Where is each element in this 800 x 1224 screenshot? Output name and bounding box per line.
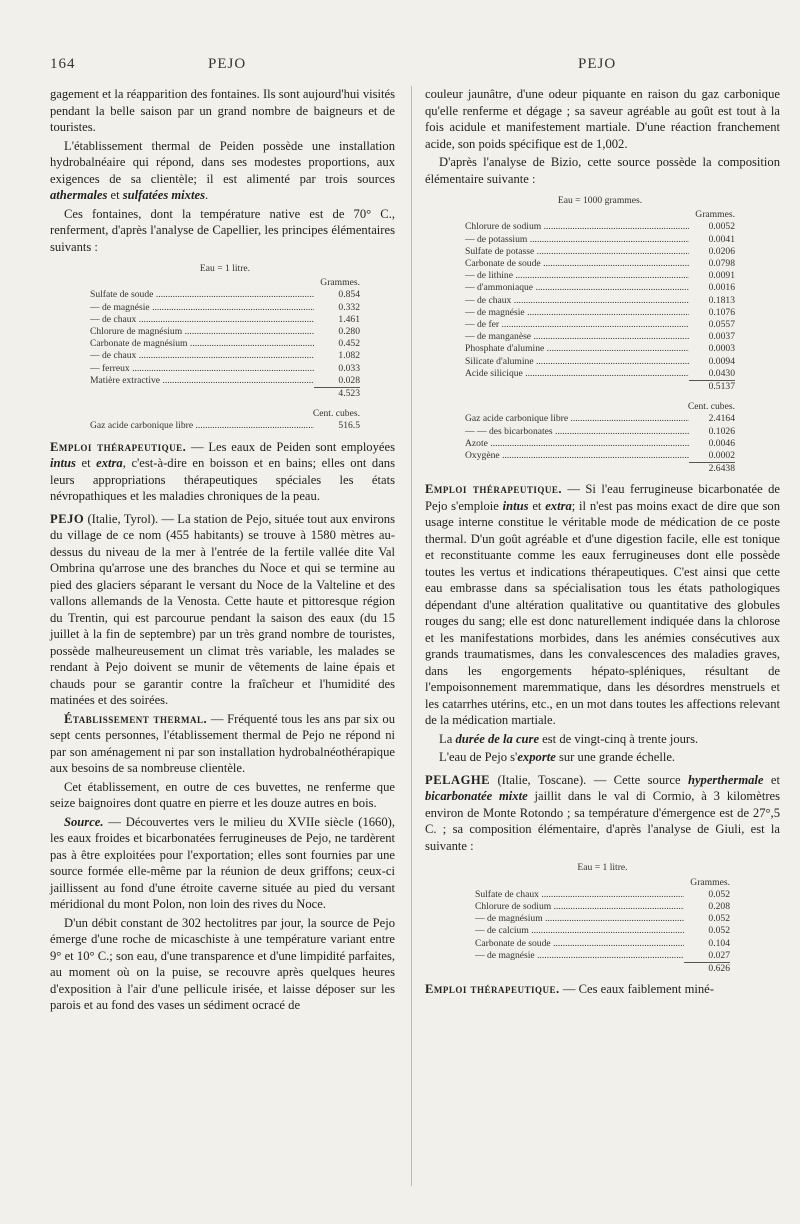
- column-divider: [411, 86, 412, 1186]
- table-cell-value: 0.0557: [708, 319, 735, 331]
- table-row: [465, 258, 735, 270]
- table-cell-value: 0.052: [708, 888, 730, 900]
- table-cell-value: 0.0016: [708, 282, 735, 294]
- table-row: [90, 302, 360, 314]
- table-row: [465, 426, 735, 438]
- paragraph: PEJO (Italie, Tyrol). — La station de Pejo, située tout aux environs du village de ce nom (455 habitants) se trouve à 1580 mètres au-dessus du niveau de la mer à l'entrée de la fertile vallée dite Val Ombrina qu'arrose une des branches du Noce et qui se termine au pied des glaciers séparant le versant du Noce de la Valteline et des vallons allemands de la Venosta. Cette haute et pittoresque région du Trentin, qui est parcourue pendant la saison des eaux (du 15 juillet à la fin de septembre) par un très grand nombre de touristes, possède malheureusement un climat très variable, les malades se rendant à Pejo doivent se munir de vêtements de laine épais et chauds pour se garantir contre la fraîcheur et l'humidité des matinées et des soirées.: [50, 511, 395, 708]
- table-total: 4.523: [90, 387, 360, 400]
- table-row: [465, 295, 735, 307]
- table-row: [90, 350, 360, 362]
- section-label: Établissement thermal.: [64, 711, 208, 726]
- table-caption: Eau = 1 litre.: [199, 263, 251, 274]
- table-cell-value: 0.052: [708, 925, 730, 937]
- table-cell-value: 0.280: [338, 326, 360, 338]
- section-label: Source.: [64, 814, 104, 829]
- table-row: [465, 270, 735, 282]
- table-unit: Grammes.: [695, 209, 735, 221]
- table-caption: Eau = 1000 grammes.: [557, 195, 643, 206]
- paragraph: D'après l'analyse de Bizio, cette source possède la composition élémentaire suivante :: [425, 155, 780, 186]
- table-cell-value: 0.854: [338, 289, 360, 301]
- paragraph: Emploi thérapeutique. — Si l'eau ferrugineuse bicarbonatée de Pejo s'emploie intus et extra; il n'est pas moins exact de dire que son usage interne constitue le véritable mode de médication de ce poste thermal. D'un goût agréable et d'une digestion facile, elle est tonique et reconstituante comme les eaux ferrugineuses dont elle possède toutes les vertus et indications thérapeutiques. C'est ainsi que cette eau embrasse dans sa spécialisation tous les états pathologiques dépendant d'une altération qualitative ou quantitative des globules rouges du sang; elle est donc naturellement indiquée dans la chlorose et les manifestations morbides, dans les anémies consécutives aux grands traumatismes, dans les convalescences des maladies graves, dans les engorgements hépato-spléniques, résultant de l'empoisonnement maremmatique, dans les désordres menstruels et les catarrhes utérins, etc., en un mot dans toutes les affections relevant de la médication martiale.: [425, 482, 780, 728]
- table-row: [475, 950, 730, 962]
- table-cell-value: 0.028: [338, 374, 360, 386]
- table-cell-name: Carbonate de soude .....: [475, 938, 684, 950]
- table-cell-value: 0.104: [708, 937, 730, 949]
- table-cell-name: — de magnésie .....: [465, 307, 689, 319]
- table-cell-name: Azote .....: [465, 438, 689, 450]
- table-row: [465, 221, 735, 233]
- paragraph: La durée de la cure est de vingt-cinq à trente jours.: [439, 731, 699, 746]
- table-cell-value: 0.052: [708, 913, 730, 925]
- table-cell-name: — de magnésie .....: [90, 302, 314, 314]
- table-cell-value: 2.4164: [708, 413, 735, 425]
- left-column: [50, 86, 395, 1016]
- table-cell-name: Chlorure de sodium .....: [465, 221, 689, 233]
- paragraph: Cet établissement, en outre de ces buvettes, ne renferme que seize baignoires dont quatre en pierre et les douze autres en bois.: [50, 779, 395, 811]
- table-row: [90, 314, 360, 326]
- table-cell-name: Sulfate de soude .....: [90, 289, 314, 301]
- table-cell-value: 1.461: [338, 313, 360, 325]
- table-row: [90, 326, 360, 338]
- paragraph: L'établissement thermal de Peiden possède une installation hydrobalnéaire qui répond, dans ses modestes proportions, aux exigences de sa clientèle; il est alimenté par trois sources athermales et sulfatées mixtes.: [50, 138, 395, 202]
- table-unit: Grammes.: [690, 876, 730, 888]
- table-cell-value: 0.033: [338, 362, 360, 374]
- table-cell-value: 0.452: [338, 338, 360, 350]
- table-cell-name: — de chaux .....: [465, 295, 689, 307]
- section-label: Emploi thérapeutique.: [50, 439, 187, 454]
- section-label: Emploi thérapeutique.: [425, 482, 562, 497]
- table-cell-name: Phosphate d'alumine .....: [465, 343, 689, 355]
- table-cell-value: 0.0206: [708, 245, 735, 257]
- table-row: [465, 343, 735, 355]
- table-row: [90, 375, 360, 387]
- table-cell-name: — de potassium .....: [465, 234, 689, 246]
- table-cell-value: 0.1076: [708, 306, 735, 318]
- table-cell-name: Acide silicique .....: [465, 368, 689, 380]
- table-cell-name: — de fer .....: [465, 319, 689, 331]
- table-cell-value: 0.0094: [708, 355, 735, 367]
- table-cell-value: 0.0052: [708, 221, 735, 233]
- entry-heading: PEJO: [50, 511, 85, 526]
- table-row: [465, 438, 735, 450]
- table-cell-name: — de manganèse .....: [465, 331, 689, 343]
- table-total: 2.6438: [465, 462, 735, 475]
- table-cell-name: Carbonate de soude .....: [465, 258, 689, 270]
- table-row: [475, 889, 730, 901]
- table-row: [465, 282, 735, 294]
- table-row: [465, 307, 735, 319]
- table-cell-name: — de chaux .....: [90, 350, 314, 362]
- gas-unit: Cent. cubes.: [687, 401, 735, 413]
- table-cell-name: Matière extractive .....: [90, 375, 314, 387]
- table-cell-value: 0.0041: [708, 233, 735, 245]
- paragraph: Source. — Découvertes vers le milieu du XVIIe siècle (1660), les eaux froides et bicarbonatées ferrugineuses de Pejo, ne tardèrent pas à être exploitées pour l'exportation; elles sont fournies par une source formée elle-même par la réunion de deux griffons; ceux-ci jaillissent au fond d'une étroite caverne située au pied du versant méridional du mont Polon, non loin des rives du Noce.: [50, 814, 395, 912]
- table-cell-name: Silicate d'alumine .....: [465, 356, 689, 368]
- table-row: [475, 913, 730, 925]
- table-cell-name: Oxygène .....: [465, 450, 689, 462]
- table-cell-name: — de lithine .....: [465, 270, 689, 282]
- table-row: [465, 413, 735, 425]
- table-cell-value: 0.332: [338, 301, 360, 313]
- table-row: [90, 338, 360, 350]
- table-cell-value: 0.1026: [708, 425, 735, 437]
- analysis-table-pelaghe: [475, 862, 730, 975]
- paragraph: L'eau de Pejo s'exporte sur une grande échelle.: [439, 750, 676, 765]
- table-row: [475, 925, 730, 937]
- section-label: Emploi thérapeutique.: [425, 982, 560, 997]
- paragraph: Emploi thérapeutique. — Les eaux de Peiden sont employées intus et extra, c'est-à-dire en boisson et en bains; elles ont dans leurs appropriations thérapeutiques spéciales les états névropathiques et les maladies chroniques de la peau.: [50, 439, 396, 504]
- running-title-right: PEJO: [578, 56, 617, 72]
- gas-unit: Cent. cubes.: [312, 408, 360, 420]
- table-cell-value: 0.0046: [708, 437, 735, 449]
- table-row: [475, 938, 730, 950]
- table-row: [465, 319, 735, 331]
- table-cell-name: Carbonate de magnésium .....: [90, 338, 314, 350]
- table-cell-value: 0.0002: [708, 450, 735, 462]
- table-cell-name: — de magnésium .....: [475, 913, 684, 925]
- paragraph: D'un débit constant de 302 hectolitres par jour, la source de Pejo émerge d'une roche de micaschiste à une température variant entre 9° et 10° C.; son eau, d'une transparence et d'une limpidité parfaites, au moment où on la puise, se recouvre après quelques heures d'exposition à l'air d'une pellicule irisée, et laisse déposer sur les parois et au fond des vases un sédiment ocracé de: [50, 915, 395, 1013]
- right-column: [425, 86, 780, 1000]
- table-total: 0.626: [475, 962, 730, 975]
- table-row: [465, 450, 735, 462]
- table-row: [465, 234, 735, 246]
- table-cell-name: — de calcium .....: [475, 925, 684, 937]
- table-row: [465, 368, 735, 380]
- table-row: Gaz acide carbonique libre ..... 516.5: [90, 420, 360, 432]
- analysis-table-pejo: [465, 195, 735, 475]
- paragraph: Emploi thérapeutique. — Ces eaux faiblement miné-: [425, 982, 714, 997]
- table-row: [465, 246, 735, 258]
- paragraph: PELAGHE (Italie, Toscane). — Cette source hyperthermale et bicarbonatée mixte jaillit dans le val di Cormio, à 3 kilomètres environ de Monte Rotondo ; sa température d'émergence est de 27°,5 C. ; sa composition élémentaire, d'après l'analyse de Giuli, est la suivante :: [425, 772, 780, 853]
- table-cell-value: 0.0430: [708, 367, 735, 379]
- table-cell-value: 0.0003: [708, 343, 735, 355]
- table-total: 0.5137: [465, 380, 735, 393]
- table-unit: Grammes.: [320, 277, 360, 289]
- paragraph: couleur jaunâtre, d'une odeur piquante en raison du gaz carbonique qu'elle renferme et dégage ; sa saveur agréable au goût est tout à la fois acidule et manifestement martiale. D'une réaction franchement acide, son poids spécifique est de 1,002.: [425, 87, 780, 151]
- table-cell-value: 0.0798: [708, 258, 735, 270]
- table-row: [90, 289, 360, 301]
- table-row: [475, 901, 730, 913]
- table-cell-name: — — des bicarbonates .....: [465, 426, 689, 438]
- analysis-table-peiden: [90, 263, 360, 433]
- entry-heading: PELAGHE: [425, 772, 491, 787]
- running-title-left: PEJO: [208, 56, 247, 72]
- table-caption: Eau = 1 litre.: [577, 862, 628, 874]
- table-cell-value: 0.208: [708, 901, 730, 913]
- table-row: [465, 356, 735, 368]
- table-cell-name: Chlorure de magnésium .....: [90, 326, 314, 338]
- paragraph: Ces fontaines, dont la température native est de 70° C., renferment, d'après l'analyse de Capellier, les principes élémentaires suivants :: [50, 206, 395, 254]
- table-cell-name: Gaz acide carbonique libre .....: [465, 413, 689, 425]
- table-cell-name: Chlorure de sodium .....: [475, 901, 684, 913]
- table-cell-name: Sulfate de chaux .....: [475, 889, 684, 901]
- table-cell-value: 0.1813: [708, 294, 735, 306]
- table-row: [465, 331, 735, 343]
- table-cell-name: — ferreux .....: [90, 363, 314, 375]
- paragraph: gagement et la réapparition des fontaines. Ils sont aujourd'hui visités pendant la belle saison par un grand nombre de baigneurs et de touristes.: [50, 87, 396, 134]
- page-number: 164: [50, 56, 76, 72]
- table-cell-value: 0.0037: [708, 331, 735, 343]
- paragraph: Établissement thermal. — Fréquenté tous les ans par six ou sept cents personnes, l'établissement thermal de Pejo ne répond ni par son aménagement ni par son installation hydrobalnéothérapique aux besoins de sa nombreuse clientèle.: [50, 711, 396, 776]
- table-cell-value: 0.0091: [708, 270, 735, 282]
- table-cell-name: Sulfate de potasse .....: [465, 246, 689, 258]
- table-cell-name: — de magnésie .....: [475, 950, 684, 962]
- table-cell-value: 1.082: [338, 350, 360, 362]
- table-cell-value: 0.027: [708, 949, 730, 961]
- table-row: [90, 363, 360, 375]
- table-cell-name: — d'ammoniaque .....: [465, 282, 689, 294]
- table-cell-name: — de chaux .....: [90, 314, 314, 326]
